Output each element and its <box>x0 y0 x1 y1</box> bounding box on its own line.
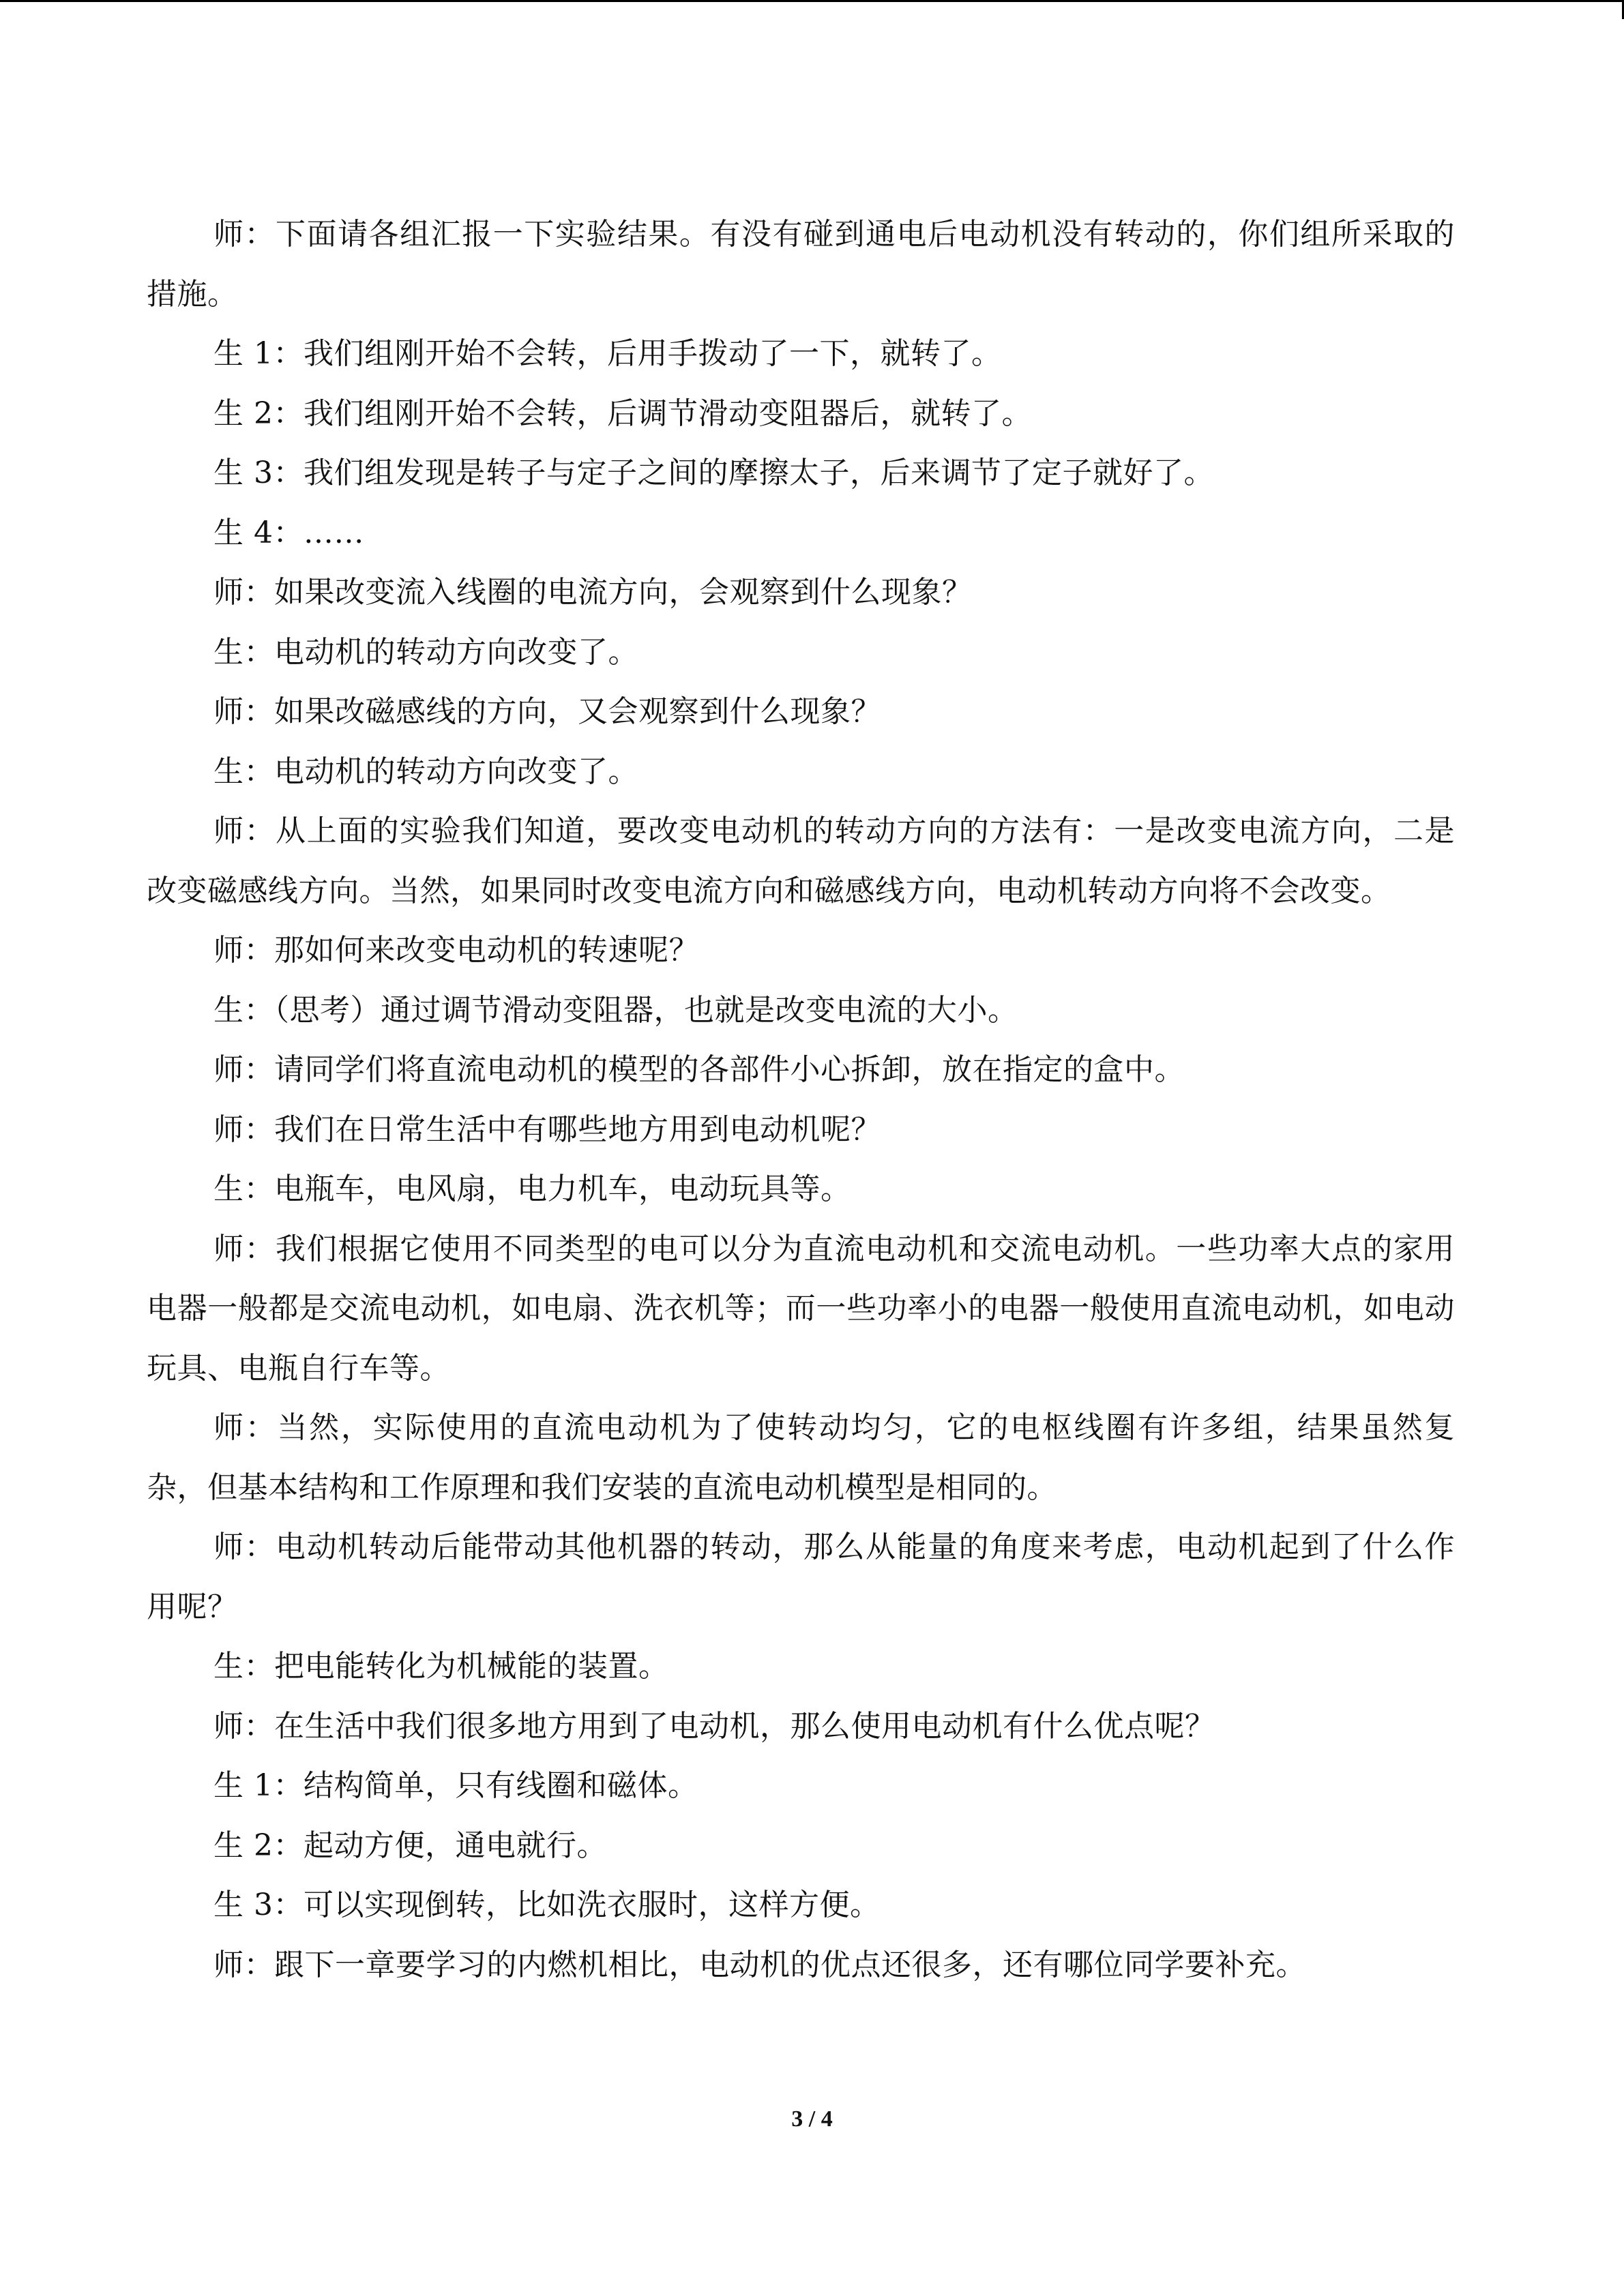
paragraph-13: 师：请同学们将直流电动机的模型的各部件小心拆卸，放在指定的盒中。 <box>213 1052 1185 1087</box>
paragraph-16: 师：我们根据它使用不同类型的电可以分为直流电动机和交流电动机。一些功率大点的家用电器一般都是交流电动机，如电扇、洗衣机等；而一些功率小的电器一般使用直流电动机，如电动玩具、电瓶自行车等。 <box>147 1231 1455 1386</box>
paragraph-21: 生 1：结构简单，只有线圈和磁体。 <box>213 1768 698 1803</box>
paragraph-11: 师：那如何来改变电动机的转速呢？ <box>213 933 699 968</box>
document-body <box>147 205 1455 1995</box>
paragraph-1: 师：下面请各组汇报一下实验结果。有没有碰到通电后电动机没有转动的，你们组所采取的措施。 <box>147 217 1455 312</box>
paragraph-19: 生：把电能转化为机械能的装置。 <box>213 1649 669 1684</box>
paragraph-22: 生 2：起动方便，通电就行。 <box>213 1828 607 1863</box>
paragraph-17: 师：当然，实际使用的直流电动机为了使转动均匀，它的电枢线圈有许多组，结果虽然复杂，但基本结构和工作原理和我们安装的直流电动机模型是相同的。 <box>147 1410 1455 1505</box>
paragraph-24: 师：跟下一章要学习的内燃机相比，电动机的优点还很多，还有哪位同学要补充。 <box>213 1947 1306 1982</box>
paragraph-15: 生：电瓶车，电风扇，电力机车，电动玩具等。 <box>213 1172 851 1206</box>
paragraph-14: 师：我们在日常生活中有哪些地方用到电动机呢？ <box>213 1112 881 1147</box>
paragraph-8: 师：如果改磁感线的方向，又会观察到什么现象？ <box>213 694 881 729</box>
paragraph-3: 生 2：我们组刚开始不会转，后调节滑动变阻器后，就转了。 <box>213 396 1032 431</box>
paragraph-6: 师：如果改变流入线圈的电流方向，会观察到什么现象？ <box>213 575 973 610</box>
paragraph-23: 生 3：可以实现倒转，比如洗衣服时，这样方便。 <box>213 1888 881 1922</box>
paragraph-7: 生：电动机的转动方向改变了。 <box>213 634 638 670</box>
paragraph-12: 生：（思考）通过调节滑动变阻器，也就是改变电流的大小。 <box>213 992 1018 1028</box>
top-border-rule <box>0 0 1624 2</box>
paragraph-10: 师：从上面的实验我们知道，要改变电动机的转动方向的方法有：一是改变电流方向，二是改变磁感线方向。当然，如果同时改变电流方向和磁感线方向，电动机转动方向将不会改变。 <box>147 814 1455 908</box>
paragraph-5: 生 4：…… <box>213 515 364 550</box>
page-number: 3 / 4 <box>791 2106 833 2132</box>
paragraph-4: 生 3：我们组发现是转子与定子之间的摩擦太子，后来调节了定子就好了。 <box>213 456 1214 490</box>
paragraph-20: 师：在生活中我们很多地方用到了电动机，那么使用电动机有什么优点呢？ <box>213 1708 1215 1744</box>
paragraph-2: 生 1：我们组刚开始不会转，后用手拨动了一下，就转了。 <box>213 336 1002 371</box>
paragraph-18: 师：电动机转动后能带动其他机器的转动，那么从能量的角度来考虑，电动机起到了什么作用呢？ <box>147 1530 1455 1624</box>
paragraph-9: 生：电动机的转动方向改变了。 <box>213 754 638 789</box>
